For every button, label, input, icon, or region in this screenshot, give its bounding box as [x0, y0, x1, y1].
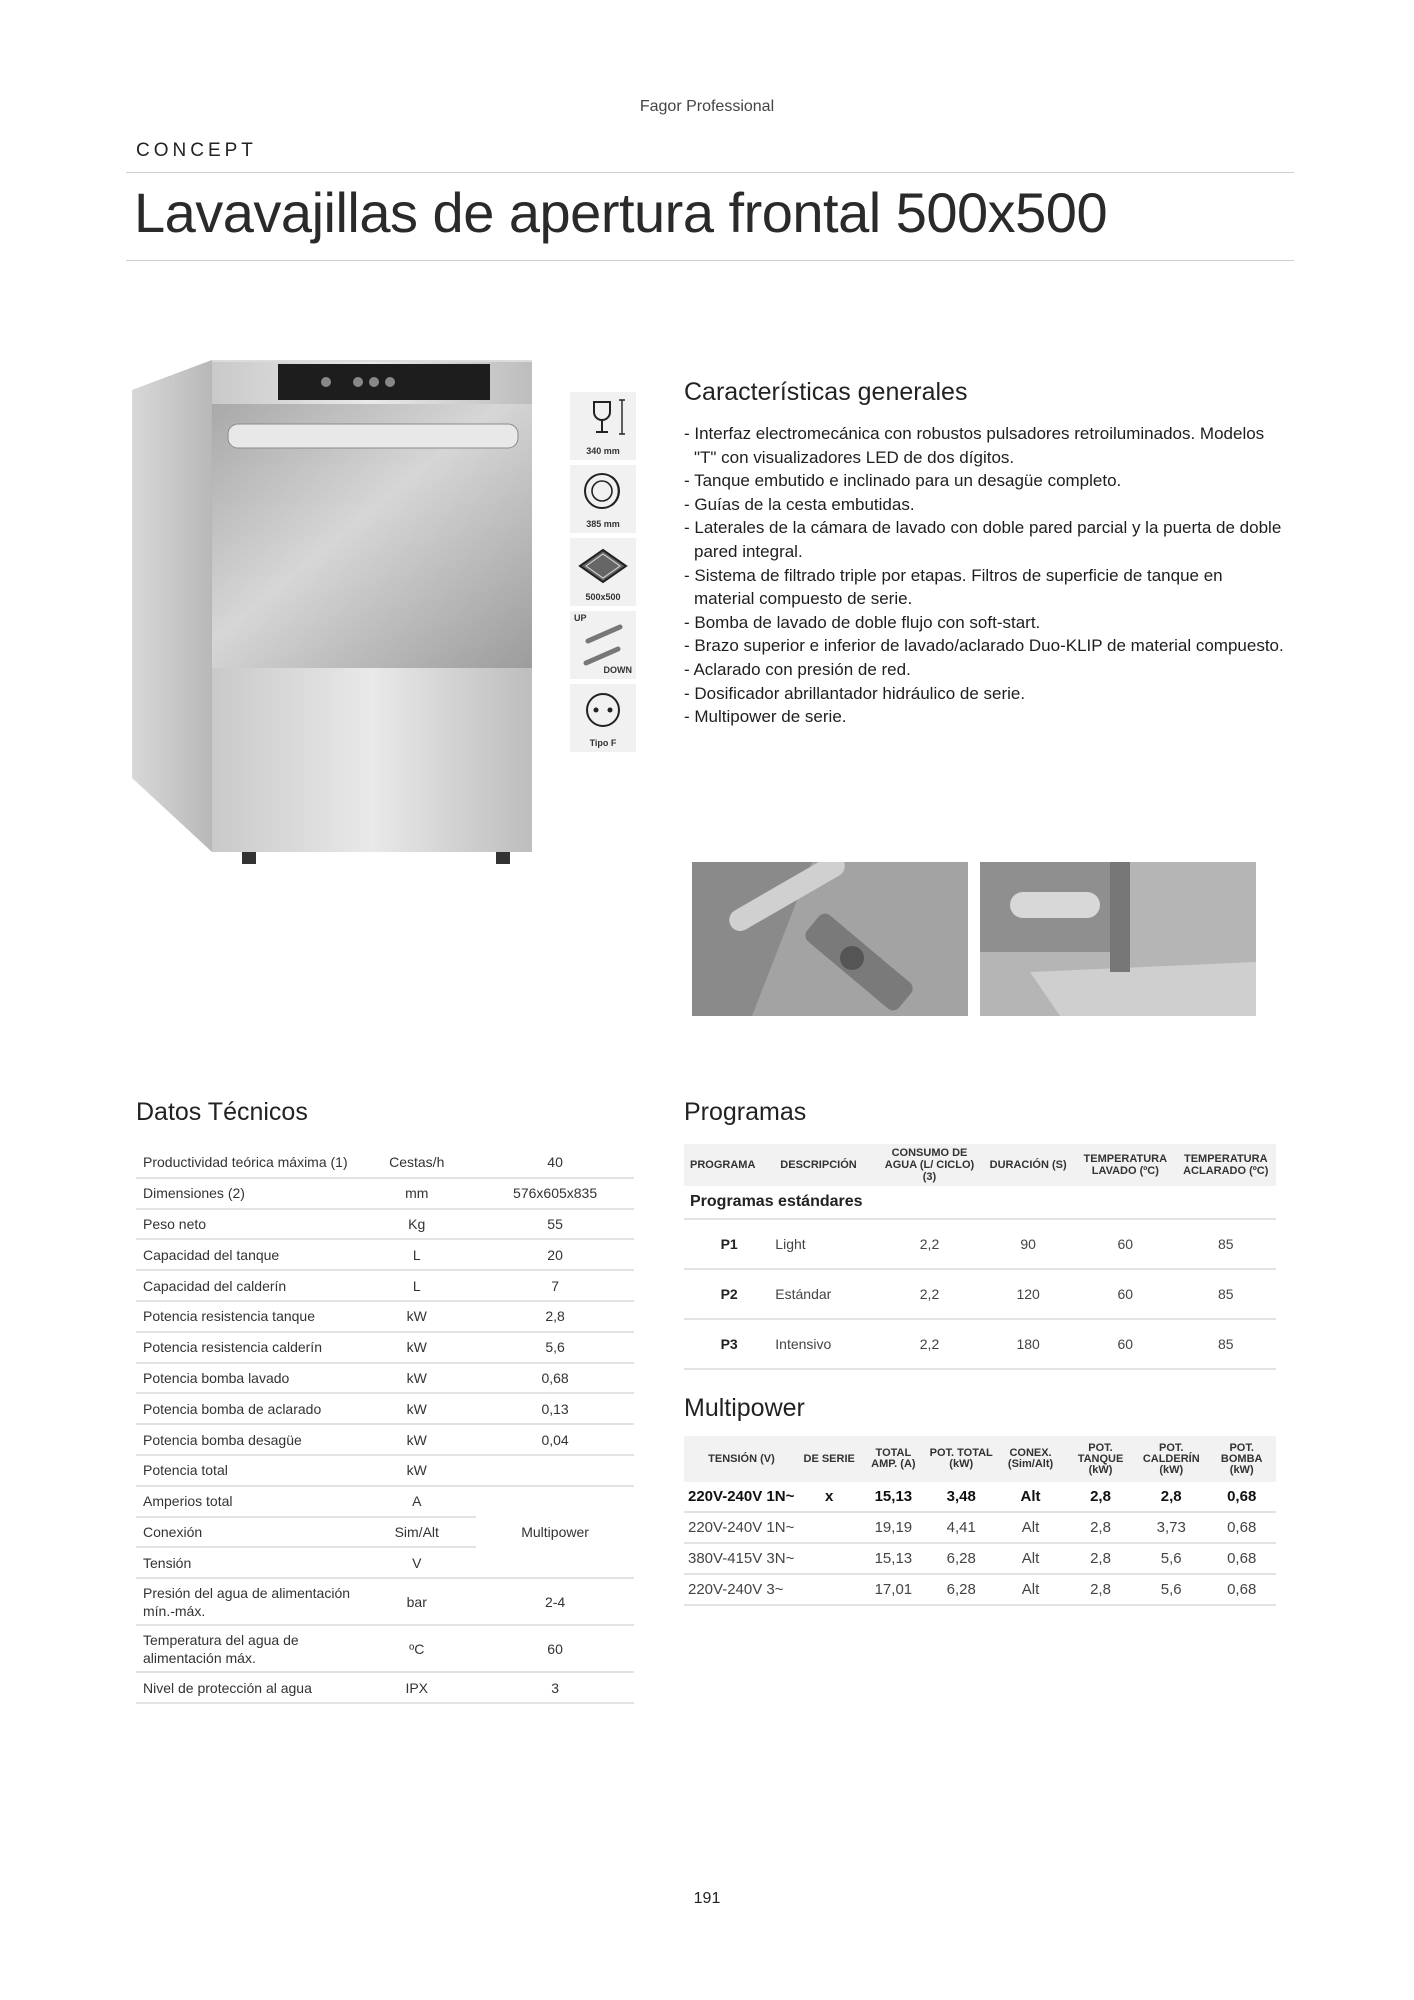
table-row: Potencia bomba lavado kW 0,68	[136, 1363, 634, 1394]
table-row: P2 Estándar 2,2 120 60 85	[684, 1269, 1276, 1319]
product-image	[112, 300, 560, 940]
table-header-row: TENSIÓN (V) DE SERIE TOTAL AMP. (A) POT. TOTAL (kW) CONEX. (Sim/Alt) POT. TANQUE (kW) POT. CALDERÍN (kW) POT. BOMBA (kW)	[684, 1436, 1276, 1482]
plug-type-icon: Tipo F	[570, 684, 636, 752]
table-row: Amperios total A Multipower	[136, 1486, 634, 1517]
multipower-title: Multipower	[684, 1394, 805, 1422]
table-row: 220V-240V 1N~ x 15,13 3,48 Alt 2,8 2,8 0,68	[684, 1482, 1276, 1512]
table-row: 380V-415V 3N~ 15,13 6,28 Alt 2,8 5,6 0,68	[684, 1543, 1276, 1574]
features-title: Características generales	[684, 378, 968, 406]
table-row: Dimensiones (2) mm 576x605x835	[136, 1178, 634, 1209]
tech-data-title: Datos Técnicos	[136, 1098, 308, 1126]
list-item: - Brazo superior e inferior de lavado/aclarado Duo-KLIP de material compuesto.	[684, 636, 1284, 656]
list-item: - Laterales de la cámara de lavado con doble pared parcial y la puerta de doble pared integral.	[684, 518, 1282, 561]
table-row: Peso neto Kg 55	[136, 1209, 634, 1240]
plate-diameter-icon: 385 mm	[570, 465, 636, 533]
page-number: 191	[693, 1890, 721, 1907]
list-item: - Bomba de lavado de doble flujo con soft-start.	[684, 612, 1041, 632]
series-label: CONCEPT	[136, 140, 257, 161]
multipower-table	[684, 1436, 1276, 1606]
table-row: Capacidad del calderín L 7	[136, 1270, 634, 1301]
programs-title: Programas	[684, 1098, 807, 1126]
brand-name: Fagor Professional	[639, 98, 775, 115]
list-item: - Multipower de serie.	[684, 707, 847, 727]
table-row: P1 Light 2,2 90 60 85	[684, 1219, 1276, 1269]
table-row: Nivel de protección al agua IPX 3	[136, 1672, 634, 1703]
programs-table	[684, 1144, 1276, 1370]
table-row: Capacidad del tanque L 20	[136, 1239, 634, 1270]
list-item: - Tanque embutido e inclinado para un desagüe completo.	[684, 471, 1122, 491]
top-divider	[126, 172, 1294, 173]
table-row: Tensión V	[136, 1547, 634, 1578]
list-item: - Interfaz electromecánica con robustos pulsadores retroiluminados. Modelos "T" con visualizadores LED de dos dígitos.	[684, 424, 1265, 467]
list-item: - Guías de la cesta embutidas.	[684, 494, 915, 514]
table-row: Potencia bomba desagüe kW 0,04	[136, 1424, 634, 1455]
table-row: 220V-240V 3~ 17,01 6,28 Alt 2,8 5,6 0,68	[684, 1574, 1276, 1605]
table-row: Conexión Sim/Alt	[136, 1517, 634, 1548]
title-divider	[126, 260, 1294, 261]
table-row: P3 Intensivo 2,2 180 60 85	[684, 1319, 1276, 1369]
table-row: 220V-240V 1N~ 19,19 4,41 Alt 2,8 3,73 0,68	[684, 1512, 1276, 1543]
table-row: Potencia bomba de aclarado kW 0,13	[136, 1393, 634, 1424]
wash-arms-icon: UP DOWN	[570, 611, 636, 679]
feature-icons	[570, 392, 638, 757]
table-subheader: Programas estándares	[684, 1186, 1276, 1219]
detail-photo-door	[980, 862, 1256, 1016]
table-row: Potencia total kW	[136, 1455, 634, 1486]
features-list	[684, 422, 1284, 729]
list-item: - Aclarado con presión de red.	[684, 659, 911, 679]
glass-height-icon: 340 mm	[570, 392, 636, 460]
table-row: Potencia resistencia calderín kW 5,6	[136, 1332, 634, 1363]
multipower-merged-value: Multipower	[476, 1486, 634, 1578]
page-title: Lavavajillas de apertura frontal 500x500	[134, 181, 1108, 244]
basket-size-icon: 500x500	[570, 538, 636, 606]
tech-data-table	[136, 1148, 634, 1704]
list-item: - Dosificador abrillantador hidráulico de serie.	[684, 683, 1026, 703]
table-row: Potencia resistencia tanque kW 2,8	[136, 1301, 634, 1332]
table-row: Productividad teórica máxima (1) Cestas/h 40	[136, 1148, 634, 1178]
table-header-row: PROGRAMA DESCRIPCIÓN CONSUMO DE AGUA (L/ CICLO) (3) DURACIÓN (S) TEMPERATURA LAVADO (ºC) TEMPERATURA ACLARADO (ºC)	[684, 1144, 1276, 1186]
detail-photo-wash-arm	[692, 862, 968, 1016]
table-row: Presión del agua de alimentación mín.-máx. bar 2-4	[136, 1578, 634, 1625]
table-row: Temperatura del agua de alimentación máx. ºC 60	[136, 1625, 634, 1672]
list-item: - Sistema de filtrado triple por etapas. Filtros de superficie de tanque en material compuesto de serie.	[684, 565, 1223, 609]
